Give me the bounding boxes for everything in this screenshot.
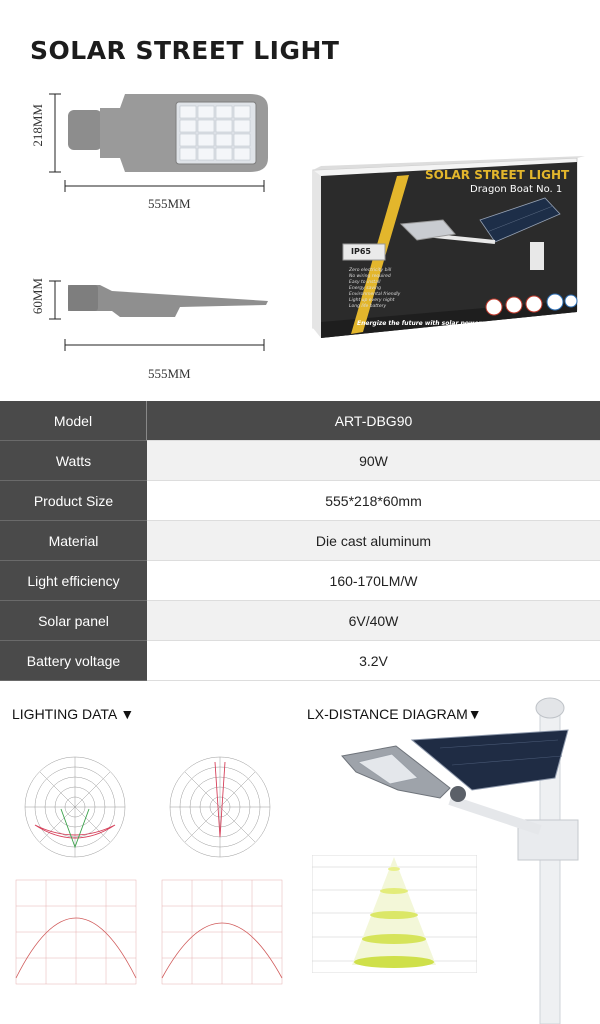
table-row	[0, 641, 600, 681]
spec-label: Solar panel	[0, 601, 147, 641]
spec-value: 6V/40W	[147, 601, 600, 641]
width-dimension-top: 555MM	[148, 196, 191, 211]
table-row	[0, 521, 600, 561]
spec-label: Material	[0, 521, 147, 561]
intensity-curves	[14, 878, 286, 988]
polar-diagrams	[10, 745, 285, 870]
box-title: SOLAR STREET LIGHT	[425, 168, 570, 182]
lx-distance-chart	[312, 855, 477, 973]
spec-label: Product Size	[0, 481, 147, 521]
table-row	[0, 481, 600, 521]
table-row	[0, 401, 600, 441]
spec-label: Battery voltage	[0, 641, 147, 681]
feature-item: No wiring required	[349, 274, 391, 279]
spec-value: 3.2V	[147, 641, 600, 681]
spec-value: Die cast aluminum	[147, 521, 600, 561]
feature-list	[349, 268, 400, 310]
width-dimension-side: 555MM	[148, 366, 191, 381]
feature-item: Zero electricity bill	[349, 268, 392, 273]
lx-distance-heading: LX-DISTANCE DIAGRAM▼	[307, 706, 482, 722]
spec-label: Model	[0, 401, 147, 441]
spec-table	[0, 401, 600, 681]
page-title: SOLAR STREET LIGHT	[30, 36, 340, 65]
depth-dimension: 60MM	[30, 278, 45, 315]
spec-value: 90W	[147, 441, 600, 481]
side-view-drawing	[40, 275, 280, 365]
spec-label: Light efficiency	[0, 561, 147, 601]
feature-item: Environmental friendly	[349, 292, 401, 297]
spec-value: 160-170LM/W	[147, 561, 600, 601]
height-dimension: 218MM	[30, 104, 45, 147]
feature-item: Long life battery	[349, 304, 387, 309]
box-slogan: Energize the future with solar power	[357, 320, 482, 327]
ip-rating: IP65	[351, 247, 371, 256]
feature-item: Easy to install	[349, 280, 381, 285]
lighting-data-heading: LIGHTING DATA ▼	[12, 706, 135, 722]
spec-label: Watts	[0, 441, 147, 481]
table-row	[0, 561, 600, 601]
table-row	[0, 441, 600, 481]
product-box	[305, 150, 595, 345]
table-row	[0, 601, 600, 641]
feature-item: Light up every night	[349, 298, 395, 303]
spec-value: ART-DBG90	[147, 401, 600, 441]
box-subtitle: Dragon Boat No. 1	[470, 184, 563, 195]
spec-value: 555*218*60mm	[147, 481, 600, 521]
feature-item: Energy saving	[349, 286, 381, 291]
